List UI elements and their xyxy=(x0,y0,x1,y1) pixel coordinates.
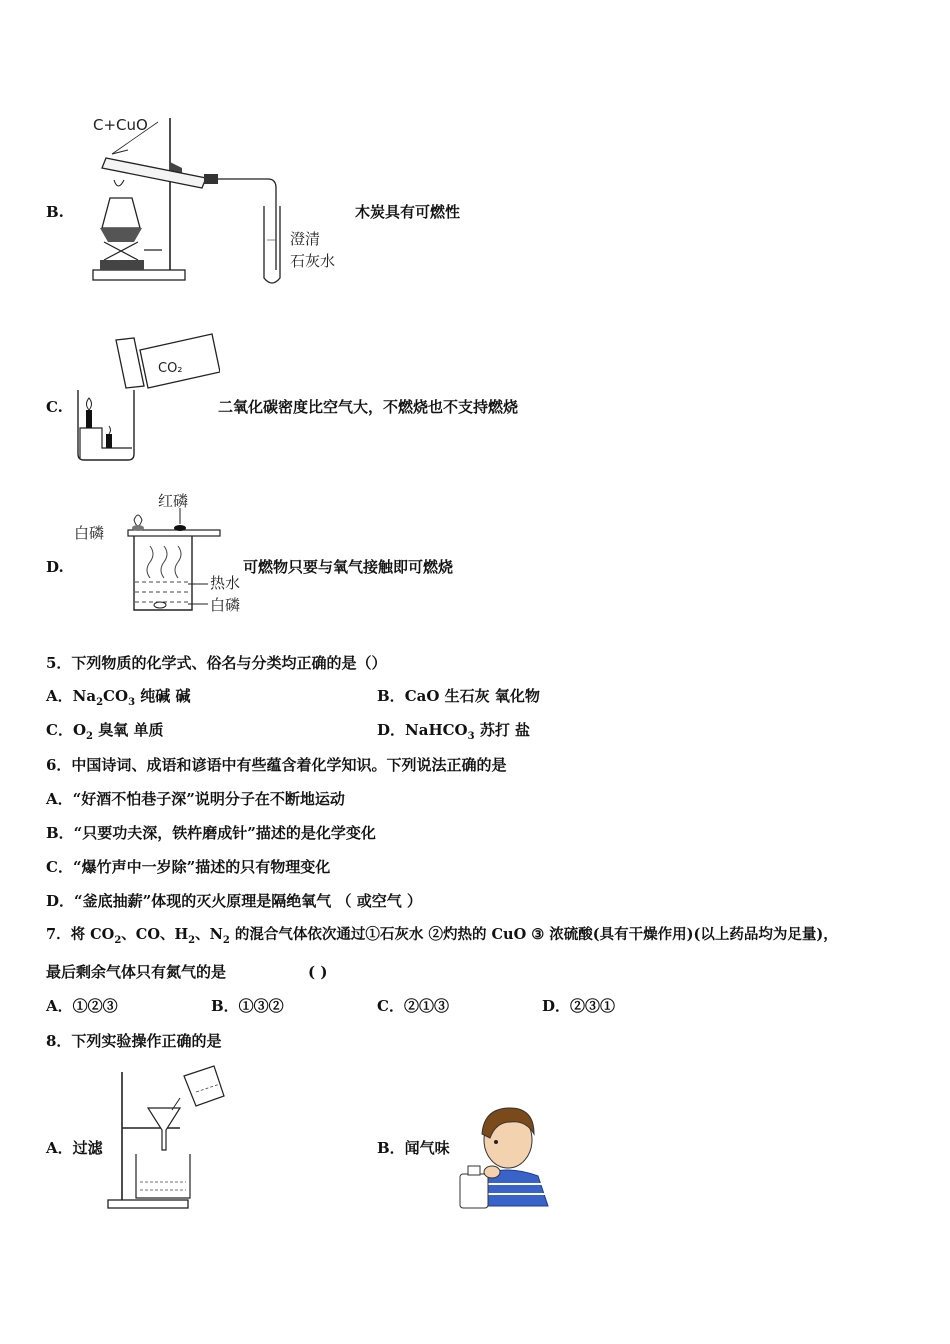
figure-label-white-phosphorus-bottom: 白磷 xyxy=(210,596,241,614)
q6-stem: 6．中国诗词、成语和谚语中有些蕴含着化学知识。下列说法正确的是 xyxy=(46,756,507,774)
q7-option-b: B．①③② xyxy=(211,997,284,1015)
q7-option-c: C．②①③ xyxy=(377,997,449,1015)
smelling-figure xyxy=(456,1098,552,1212)
q6-option-b: B．“只要功夫深，铁杵磨成针”描述的是化学变化 xyxy=(46,824,376,842)
option-b-conclusion: 木炭具有可燃性 xyxy=(355,203,461,221)
q5-stem: 5．下列物质的化学式、俗名与分类均正确的是（） xyxy=(46,654,387,672)
co2-beaker-figure xyxy=(72,330,220,462)
q7-answer-blank: ( ) xyxy=(308,963,328,981)
q5-option-d: D．NaHCO$_3$ 苏打 盐 xyxy=(377,721,531,742)
figure-label-hot-water: 热水 xyxy=(210,574,241,592)
figure-label-c-cuo: C+CuO xyxy=(93,116,148,134)
q6-option-c: C．“爆竹声中一岁除”描述的只有物理变化 xyxy=(46,858,331,876)
q7-stem-line2: 最后剩余气体只有氮气的是 xyxy=(46,963,227,981)
q8-stem: 8．下列实验操作正确的是 xyxy=(46,1032,222,1050)
figure-label-co2: CO₂ xyxy=(158,361,183,376)
option-c-conclusion: 二氧化碳密度比空气大，不燃烧也不支持燃烧 xyxy=(218,398,519,416)
phosphorus-combustion-figure xyxy=(72,488,252,618)
figure-label-red-phosphorus: 红磷 xyxy=(158,492,189,510)
q5-option-c: C．$O_2$ 臭氧 单质 xyxy=(46,721,164,742)
q7-stem-line1: 7．将 $CO_2$、CO、$H_2$、$N_2$ 的混合气体依次通过①石灰水 ②灼热的 CuO ③ 浓硫酸(具有干燥作用)(以上药品均为足量)， xyxy=(46,926,838,946)
q8-option-a-label: A．过滤 xyxy=(46,1139,103,1157)
figure-label-limewater: 石灰水 xyxy=(290,252,336,270)
option-c-label: C. xyxy=(46,398,63,416)
option-b-label: B. xyxy=(46,203,64,221)
option-d-conclusion: 可燃物只要与氧气接触即可燃烧 xyxy=(243,558,454,576)
q6-option-a: A．“好酒不怕巷子深”说明分子在不断地运动 xyxy=(46,790,345,808)
figure-label-white-phosphorus-top: 白磷 xyxy=(74,524,105,542)
q5-option-b: B．CaO 生石灰 氧化物 xyxy=(377,687,540,705)
q8-option-b-label: B．闻气味 xyxy=(377,1139,450,1157)
filtration-figure xyxy=(104,1062,228,1212)
option-d-label: D. xyxy=(46,558,64,576)
q6-option-d: D．“釜底抽薪”体现的灭火原理是隔绝氧气 （ 或空气 ） xyxy=(46,892,422,910)
cuo-reduction-apparatus-figure xyxy=(88,110,358,290)
q7-option-d: D．②③① xyxy=(542,997,616,1015)
figure-label-clear: 澄清 xyxy=(290,230,321,248)
q7-option-a: A．①②③ xyxy=(46,997,118,1015)
q5-option-a: A．$Na_2CO_3$ 纯碱 碱 xyxy=(46,687,191,708)
